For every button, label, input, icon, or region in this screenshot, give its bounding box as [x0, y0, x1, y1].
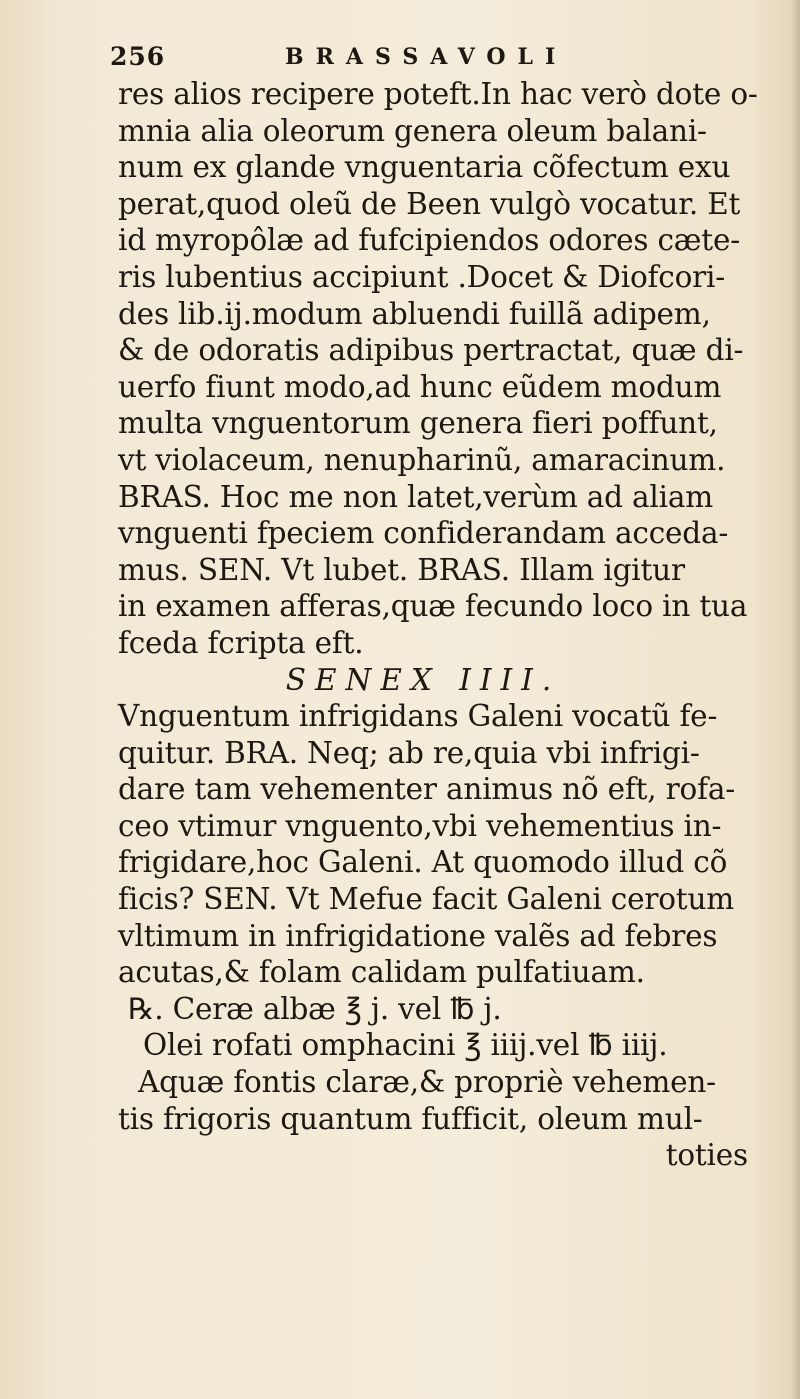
running-head: BRASSAVOLI	[285, 44, 568, 70]
text-line: acutas,& folam calidam pulfatiuam.	[118, 955, 645, 990]
text-line: vltimum in infrigidatione valẽs ad febres	[118, 918, 718, 953]
text-line: Vnguentum infrigidans Galeni vocatũ fe-	[118, 699, 718, 734]
text-line: num ex glande vnguentaria cõfectum exu	[118, 150, 731, 185]
page-number: 256	[110, 42, 166, 71]
text-line: uerfo fiunt modo,ad hunc eũdem modum	[118, 369, 722, 404]
section-heading: SENEX IIII.	[285, 662, 561, 697]
text-line: & de odoratis adipibus pertractat, quæ di-	[118, 333, 744, 368]
text-line: perat,quod oleũ de Been vulgò vocatur. Et	[118, 186, 741, 221]
page-header	[110, 40, 670, 80]
recipe-line: ℞. Ceræ albæ ℥ j. vel ℔ j.	[128, 991, 502, 1026]
text-line: id myropôlæ ad fufcipiendos odores cæte-	[118, 223, 740, 258]
catchword: toties	[665, 1138, 748, 1173]
recipe-line: Aquæ fontis claræ,& propriè vehemen-	[138, 1065, 716, 1100]
text-line: ficis? SEN. Vt Mefue facit Galeni cerotum	[118, 882, 735, 917]
recipe-line: Olei rofati omphacini ℥ iiij.vel ℔ iiij.	[143, 1028, 668, 1063]
text-line: BRAS. Hoc me non latet,verùm ad aliam	[118, 479, 714, 514]
text-line: dare tam vehementer animus nõ eft, rofa-	[118, 772, 735, 807]
text-line: in examen afferas,quæ fecundo loco in tua	[118, 589, 748, 624]
text-line: des lib.ij.modum abluendi fuillã adipem,	[118, 296, 711, 331]
body-text	[118, 76, 768, 1174]
text-line: vnguenti fpeciem confiderandam acceda-	[118, 516, 729, 551]
text-line: mus. SEN. Vt lubet. BRAS. Illam igitur	[118, 552, 685, 587]
text-line: tis frigoris quantum fufficit, oleum mul-	[118, 1101, 703, 1136]
text-line: mnia alia oleorum genera oleum balani-	[118, 113, 707, 148]
text-line: res alios recipere poteft.In hac verò dote o-	[118, 77, 758, 111]
text-line: multa vnguentorum genera fieri poffunt,	[118, 406, 718, 441]
text-line: vt violaceum, nenupharinũ, amaracinum.	[118, 442, 726, 477]
page-edge-shadow	[790, 0, 800, 1399]
text-line: quitur. BRA. Neq; ab re,quia vbi infrigi-	[118, 735, 700, 770]
text-line: fceda fcripta eft.	[118, 625, 364, 660]
text-line: ceo vtimur vnguento,vbi vehementius in-	[118, 808, 722, 843]
text-line: ris lubentius accipiunt .Docet & Diofcori-	[118, 259, 726, 294]
text-line: frigidare,hoc Galeni. At quomodo illud cõ	[118, 845, 728, 880]
